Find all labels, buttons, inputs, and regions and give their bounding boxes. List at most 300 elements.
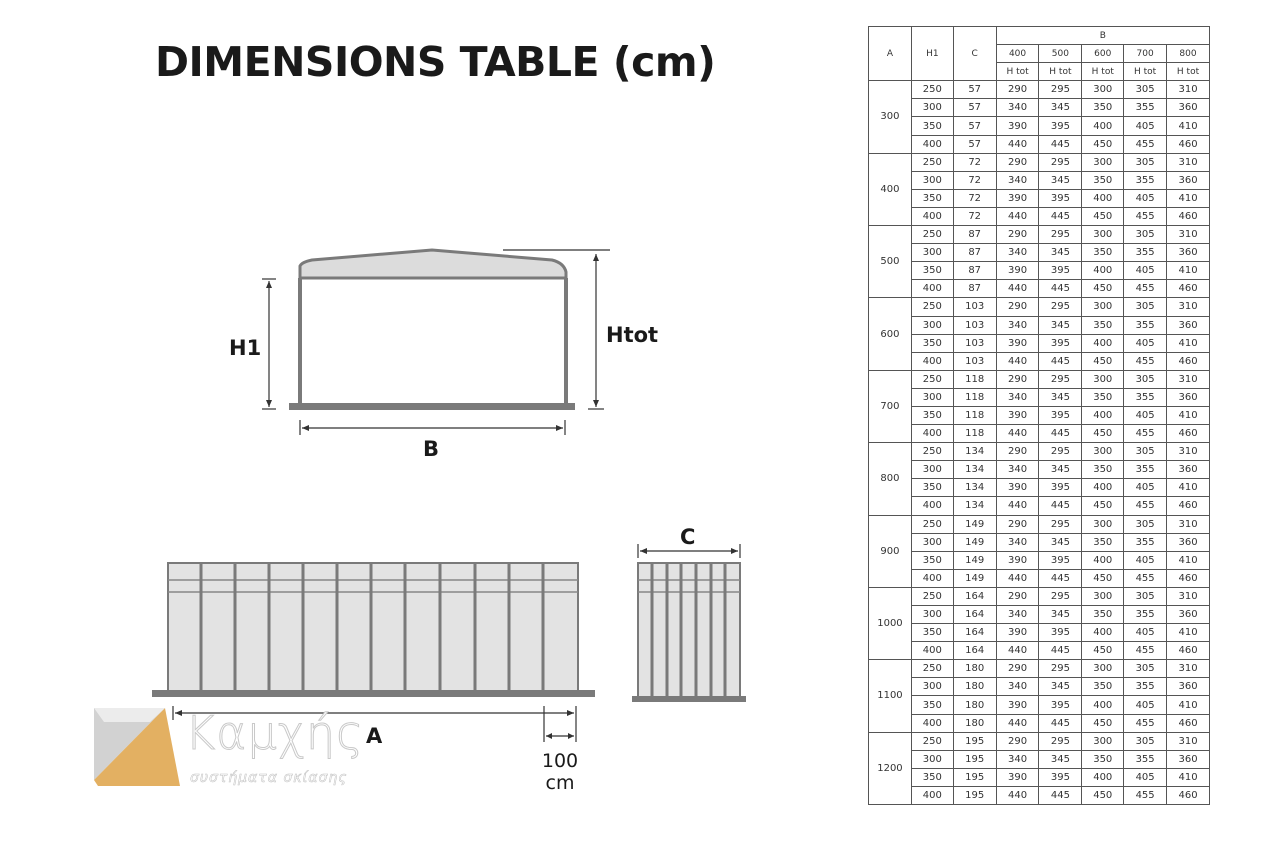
htot-value-cell: 440 — [996, 569, 1039, 587]
h1-value-cell: 250 — [911, 732, 953, 750]
c-value-cell: 149 — [953, 533, 996, 551]
htot-value-cell: 310 — [1167, 370, 1210, 388]
htot-value-cell: 340 — [996, 316, 1039, 334]
htot-value-cell: 460 — [1167, 135, 1210, 153]
b-value-header: 700 — [1124, 45, 1167, 63]
htot-value-cell: 395 — [1039, 551, 1082, 569]
htot-value-cell: 360 — [1167, 750, 1210, 768]
htot-value-cell: 350 — [1082, 750, 1124, 768]
table-row — [869, 425, 1210, 443]
panel-width-unit: cm — [545, 772, 575, 794]
table-row — [869, 642, 1210, 660]
htot-value-cell: 390 — [996, 768, 1039, 786]
h1-value-cell: 250 — [911, 515, 953, 533]
end-elevation-drawing — [632, 544, 746, 702]
htot-value-cell: 395 — [1039, 189, 1082, 207]
htot-value-cell: 290 — [996, 660, 1039, 678]
htot-value-cell: 295 — [1039, 298, 1082, 316]
htot-value-cell: 445 — [1039, 280, 1082, 298]
c-value-cell: 87 — [953, 244, 996, 262]
htot-value-cell: 300 — [1082, 443, 1124, 461]
htot-value-cell: 355 — [1124, 533, 1167, 551]
c-value-cell: 149 — [953, 515, 996, 533]
htot-value-cell: 360 — [1167, 316, 1210, 334]
htot-value-cell: 395 — [1039, 117, 1082, 135]
htot-value-cell: 305 — [1124, 515, 1167, 533]
htot-value-cell: 360 — [1167, 171, 1210, 189]
h1-value-cell: 300 — [911, 316, 953, 334]
table-row — [869, 732, 1210, 750]
htot-value-cell: 305 — [1124, 153, 1167, 171]
table-row — [869, 714, 1210, 732]
htot-value-cell: 440 — [996, 425, 1039, 443]
htot-value-cell: 300 — [1082, 81, 1124, 99]
h1-value-cell: 350 — [911, 696, 953, 714]
table-row — [869, 352, 1210, 370]
htot-value-cell: 360 — [1167, 678, 1210, 696]
h1-value-cell: 300 — [911, 99, 953, 117]
htot-value-cell: 440 — [996, 714, 1039, 732]
htot-value-cell: 450 — [1082, 135, 1124, 153]
htot-value-cell: 290 — [996, 298, 1039, 316]
h1-value-cell: 300 — [911, 606, 953, 624]
table-row — [869, 298, 1210, 316]
htot-value-cell: 400 — [1082, 117, 1124, 135]
htot-value-cell: 405 — [1124, 624, 1167, 642]
table-row — [869, 226, 1210, 244]
htot-value-cell: 295 — [1039, 370, 1082, 388]
htot-value-cell: 455 — [1124, 714, 1167, 732]
htot-value-cell: 345 — [1039, 99, 1082, 117]
h1-value-cell: 350 — [911, 624, 953, 642]
h1-value-cell: 400 — [911, 352, 953, 370]
htot-value-cell: 395 — [1039, 406, 1082, 424]
htot-value-cell: 310 — [1167, 153, 1210, 171]
htot-value-cell: 300 — [1082, 732, 1124, 750]
c-value-cell: 87 — [953, 226, 996, 244]
htot-value-cell: 450 — [1082, 352, 1124, 370]
table-row — [869, 280, 1210, 298]
htot-value-cell: 445 — [1039, 207, 1082, 225]
c-value-cell: 195 — [953, 768, 996, 786]
htot-value-cell: 355 — [1124, 244, 1167, 262]
htot-header: H tot — [996, 63, 1039, 81]
htot-value-cell: 440 — [996, 135, 1039, 153]
table-row — [869, 587, 1210, 605]
c-value-cell: 57 — [953, 99, 996, 117]
htot-value-cell: 345 — [1039, 388, 1082, 406]
htot-value-cell: 300 — [1082, 515, 1124, 533]
htot-value-cell: 445 — [1039, 786, 1082, 804]
htot-header: H tot — [1167, 63, 1210, 81]
htot-value-cell: 350 — [1082, 171, 1124, 189]
c-value-cell: 57 — [953, 135, 996, 153]
a-value-cell: 1000 — [869, 587, 912, 659]
htot-value-cell: 390 — [996, 262, 1039, 280]
h1-value-cell: 350 — [911, 262, 953, 280]
a-value-cell: 900 — [869, 515, 912, 587]
htot-value-cell: 300 — [1082, 370, 1124, 388]
c-value-cell: 118 — [953, 406, 996, 424]
table-row — [869, 262, 1210, 280]
htot-value-cell: 340 — [996, 750, 1039, 768]
table-row — [869, 786, 1210, 804]
h1-value-cell: 250 — [911, 298, 953, 316]
header-c: C — [953, 27, 996, 81]
htot-value-cell: 350 — [1082, 606, 1124, 624]
htot-value-cell: 440 — [996, 207, 1039, 225]
htot-value-cell: 440 — [996, 280, 1039, 298]
c-value-cell: 180 — [953, 714, 996, 732]
htot-value-cell: 305 — [1124, 732, 1167, 750]
htot-value-cell: 310 — [1167, 732, 1210, 750]
b-value-header: 400 — [996, 45, 1039, 63]
htot-value-cell: 405 — [1124, 406, 1167, 424]
htot-value-cell: 395 — [1039, 768, 1082, 786]
htot-value-cell: 345 — [1039, 678, 1082, 696]
htot-value-cell: 400 — [1082, 334, 1124, 352]
htot-value-cell: 445 — [1039, 425, 1082, 443]
c-value-cell: 164 — [953, 587, 996, 605]
table-row — [869, 479, 1210, 497]
htot-value-cell: 340 — [996, 606, 1039, 624]
htot-value-cell: 410 — [1167, 406, 1210, 424]
htot-value-cell: 305 — [1124, 81, 1167, 99]
htot-value-cell: 310 — [1167, 81, 1210, 99]
htot-value-cell: 345 — [1039, 461, 1082, 479]
htot-value-cell: 290 — [996, 153, 1039, 171]
htot-value-cell: 450 — [1082, 207, 1124, 225]
table-row — [869, 370, 1210, 388]
htot-value-cell: 345 — [1039, 171, 1082, 189]
h1-value-cell: 400 — [911, 280, 953, 298]
htot-value-cell: 445 — [1039, 569, 1082, 587]
table-row — [869, 316, 1210, 334]
htot-value-cell: 395 — [1039, 334, 1082, 352]
table-row — [869, 171, 1210, 189]
c-value-cell: 134 — [953, 461, 996, 479]
htot-value-cell: 350 — [1082, 316, 1124, 334]
h1-value-cell: 400 — [911, 497, 953, 515]
table-row — [869, 99, 1210, 117]
htot-value-cell: 395 — [1039, 696, 1082, 714]
table-row — [869, 117, 1210, 135]
c-value-cell: 72 — [953, 189, 996, 207]
table-row — [869, 768, 1210, 786]
htot-value-cell: 410 — [1167, 479, 1210, 497]
c-value-cell: 195 — [953, 732, 996, 750]
htot-value-cell: 350 — [1082, 99, 1124, 117]
htot-value-cell: 450 — [1082, 642, 1124, 660]
htot-value-cell: 360 — [1167, 99, 1210, 117]
htot-header: H tot — [1124, 63, 1167, 81]
h1-value-cell: 300 — [911, 678, 953, 696]
htot-value-cell: 295 — [1039, 660, 1082, 678]
htot-value-cell: 350 — [1082, 678, 1124, 696]
htot-value-cell: 400 — [1082, 406, 1124, 424]
htot-value-cell: 290 — [996, 587, 1039, 605]
h1-value-cell: 400 — [911, 569, 953, 587]
htot-value-cell: 400 — [1082, 624, 1124, 642]
htot-value-cell: 295 — [1039, 226, 1082, 244]
htot-value-cell: 305 — [1124, 226, 1167, 244]
h1-value-cell: 350 — [911, 479, 953, 497]
htot-value-cell: 360 — [1167, 606, 1210, 624]
a-value-cell: 1200 — [869, 732, 912, 804]
h1-value-cell: 350 — [911, 117, 953, 135]
table-row — [869, 515, 1210, 533]
htot-value-cell: 410 — [1167, 334, 1210, 352]
htot-value-cell: 290 — [996, 370, 1039, 388]
b-label: B — [423, 437, 440, 461]
c-value-cell: 134 — [953, 443, 996, 461]
htot-value-cell: 360 — [1167, 461, 1210, 479]
htot-value-cell: 390 — [996, 117, 1039, 135]
htot-value-cell: 355 — [1124, 461, 1167, 479]
htot-value-cell: 400 — [1082, 768, 1124, 786]
htot-value-cell: 355 — [1124, 750, 1167, 768]
htot-value-cell: 410 — [1167, 117, 1210, 135]
htot-value-cell: 345 — [1039, 750, 1082, 768]
h1-value-cell: 300 — [911, 388, 953, 406]
c-value-cell: 164 — [953, 642, 996, 660]
htot-value-cell: 390 — [996, 406, 1039, 424]
htot-value-cell: 290 — [996, 732, 1039, 750]
table-row — [869, 696, 1210, 714]
htot-value-cell: 290 — [996, 515, 1039, 533]
htot-value-cell: 290 — [996, 81, 1039, 99]
htot-value-cell: 345 — [1039, 606, 1082, 624]
htot-value-cell: 405 — [1124, 479, 1167, 497]
a-label: A — [366, 724, 383, 748]
c-value-cell: 103 — [953, 316, 996, 334]
htot-value-cell: 310 — [1167, 443, 1210, 461]
c-value-cell: 103 — [953, 298, 996, 316]
htot-value-cell: 455 — [1124, 280, 1167, 298]
table-row — [869, 135, 1210, 153]
htot-value-cell: 460 — [1167, 569, 1210, 587]
htot-value-cell: 390 — [996, 696, 1039, 714]
c-value-cell: 72 — [953, 171, 996, 189]
htot-value-cell: 390 — [996, 551, 1039, 569]
htot-value-cell: 405 — [1124, 334, 1167, 352]
htot-value-cell: 455 — [1124, 207, 1167, 225]
htot-value-cell: 450 — [1082, 497, 1124, 515]
table-row — [869, 660, 1210, 678]
htot-value-cell: 300 — [1082, 153, 1124, 171]
htot-value-cell: 360 — [1167, 533, 1210, 551]
htot-value-cell: 450 — [1082, 425, 1124, 443]
h1-value-cell: 250 — [911, 443, 953, 461]
c-value-cell: 180 — [953, 660, 996, 678]
htot-value-cell: 405 — [1124, 189, 1167, 207]
htot-value-cell: 390 — [996, 479, 1039, 497]
htot-value-cell: 395 — [1039, 262, 1082, 280]
table-row — [869, 569, 1210, 587]
header-a: A — [869, 27, 912, 81]
htot-value-cell: 405 — [1124, 262, 1167, 280]
htot-value-cell: 405 — [1124, 768, 1167, 786]
htot-value-cell: 340 — [996, 388, 1039, 406]
htot-value-cell: 460 — [1167, 207, 1210, 225]
c-value-cell: 118 — [953, 388, 996, 406]
h1-value-cell: 400 — [911, 207, 953, 225]
htot-value-cell: 445 — [1039, 714, 1082, 732]
b-value-header: 600 — [1082, 45, 1124, 63]
htot-value-cell: 445 — [1039, 352, 1082, 370]
table-row — [869, 207, 1210, 225]
table-row — [869, 551, 1210, 569]
htot-value-cell: 410 — [1167, 696, 1210, 714]
htot-value-cell: 405 — [1124, 117, 1167, 135]
htot-value-cell: 455 — [1124, 135, 1167, 153]
htot-value-cell: 455 — [1124, 497, 1167, 515]
h1-value-cell: 300 — [911, 533, 953, 551]
h1-value-cell: 400 — [911, 714, 953, 732]
c-value-cell: 180 — [953, 678, 996, 696]
htot-value-cell: 445 — [1039, 135, 1082, 153]
htot-value-cell: 460 — [1167, 280, 1210, 298]
h1-value-cell: 300 — [911, 750, 953, 768]
h1-value-cell: 300 — [911, 244, 953, 262]
htot-value-cell: 345 — [1039, 316, 1082, 334]
htot-header: H tot — [1082, 63, 1124, 81]
htot-value-cell: 310 — [1167, 298, 1210, 316]
htot-value-cell: 345 — [1039, 533, 1082, 551]
htot-header: H tot — [1039, 63, 1082, 81]
a-value-cell: 400 — [869, 153, 912, 225]
h1-label: H1 — [229, 336, 262, 360]
front-elevation-drawing — [262, 250, 610, 435]
htot-label: Htot — [606, 323, 659, 347]
table-row — [869, 189, 1210, 207]
htot-value-cell: 460 — [1167, 642, 1210, 660]
htot-value-cell: 390 — [996, 189, 1039, 207]
table-row — [869, 678, 1210, 696]
htot-value-cell: 400 — [1082, 189, 1124, 207]
h1-value-cell: 350 — [911, 334, 953, 352]
h1-value-cell: 400 — [911, 642, 953, 660]
logo-wordmark: Καμχής — [185, 706, 365, 760]
htot-value-cell: 440 — [996, 352, 1039, 370]
htot-value-cell: 355 — [1124, 678, 1167, 696]
htot-value-cell: 460 — [1167, 714, 1210, 732]
htot-value-cell: 305 — [1124, 660, 1167, 678]
htot-value-cell: 340 — [996, 171, 1039, 189]
table-row — [869, 750, 1210, 768]
htot-value-cell: 305 — [1124, 298, 1167, 316]
htot-value-cell: 295 — [1039, 81, 1082, 99]
h1-value-cell: 250 — [911, 81, 953, 99]
table-row — [869, 81, 1210, 99]
htot-value-cell: 295 — [1039, 153, 1082, 171]
htot-value-cell: 310 — [1167, 515, 1210, 533]
htot-value-cell: 405 — [1124, 696, 1167, 714]
htot-value-cell: 455 — [1124, 352, 1167, 370]
htot-value-cell: 355 — [1124, 388, 1167, 406]
htot-value-cell: 300 — [1082, 298, 1124, 316]
htot-value-cell: 360 — [1167, 388, 1210, 406]
table-row — [869, 624, 1210, 642]
htot-value-cell: 395 — [1039, 624, 1082, 642]
c-value-cell: 72 — [953, 207, 996, 225]
htot-value-cell: 460 — [1167, 786, 1210, 804]
table-row — [869, 406, 1210, 424]
htot-value-cell: 450 — [1082, 280, 1124, 298]
logo-tagline: συστήματα σκίασης — [190, 770, 348, 786]
table-row — [869, 153, 1210, 171]
htot-value-cell: 300 — [1082, 226, 1124, 244]
htot-value-cell: 460 — [1167, 352, 1210, 370]
htot-value-cell: 390 — [996, 334, 1039, 352]
company-logo — [94, 708, 180, 786]
htot-value-cell: 310 — [1167, 226, 1210, 244]
htot-value-cell: 340 — [996, 244, 1039, 262]
htot-value-cell: 400 — [1082, 696, 1124, 714]
htot-value-cell: 460 — [1167, 497, 1210, 515]
a-value-cell: 300 — [869, 81, 912, 153]
table-row — [869, 533, 1210, 551]
c-value-cell: 164 — [953, 624, 996, 642]
htot-value-cell: 410 — [1167, 768, 1210, 786]
htot-value-cell: 350 — [1082, 244, 1124, 262]
htot-value-cell: 305 — [1124, 370, 1167, 388]
c-value-cell: 195 — [953, 786, 996, 804]
htot-value-cell: 360 — [1167, 244, 1210, 262]
htot-value-cell: 440 — [996, 786, 1039, 804]
h1-value-cell: 300 — [911, 171, 953, 189]
c-label: C — [680, 525, 696, 549]
c-value-cell: 164 — [953, 606, 996, 624]
dimensions-table — [868, 26, 1210, 805]
h1-value-cell: 250 — [911, 226, 953, 244]
c-value-cell: 195 — [953, 750, 996, 768]
htot-value-cell: 410 — [1167, 262, 1210, 280]
c-value-cell: 103 — [953, 334, 996, 352]
table-row — [869, 244, 1210, 262]
htot-value-cell: 450 — [1082, 569, 1124, 587]
h1-value-cell: 400 — [911, 425, 953, 443]
c-value-cell: 118 — [953, 425, 996, 443]
htot-value-cell: 390 — [996, 624, 1039, 642]
b-value-header: 500 — [1039, 45, 1082, 63]
h1-value-cell: 250 — [911, 153, 953, 171]
htot-value-cell: 410 — [1167, 624, 1210, 642]
h1-value-cell: 350 — [911, 189, 953, 207]
htot-value-cell: 355 — [1124, 316, 1167, 334]
htot-value-cell: 400 — [1082, 551, 1124, 569]
htot-value-cell: 305 — [1124, 587, 1167, 605]
htot-value-cell: 355 — [1124, 99, 1167, 117]
htot-value-cell: 350 — [1082, 533, 1124, 551]
h1-value-cell: 400 — [911, 786, 953, 804]
htot-value-cell: 440 — [996, 497, 1039, 515]
htot-value-cell: 290 — [996, 226, 1039, 244]
dimensions-table-body — [869, 81, 1210, 805]
table-row — [869, 606, 1210, 624]
htot-value-cell: 310 — [1167, 660, 1210, 678]
c-value-cell: 180 — [953, 696, 996, 714]
a-value-cell: 700 — [869, 370, 912, 442]
a-value-cell: 500 — [869, 226, 912, 298]
htot-value-cell: 450 — [1082, 786, 1124, 804]
table-row — [869, 497, 1210, 515]
htot-value-cell: 295 — [1039, 443, 1082, 461]
c-value-cell: 134 — [953, 497, 996, 515]
htot-value-cell: 350 — [1082, 388, 1124, 406]
htot-value-cell: 300 — [1082, 660, 1124, 678]
htot-value-cell: 340 — [996, 533, 1039, 551]
